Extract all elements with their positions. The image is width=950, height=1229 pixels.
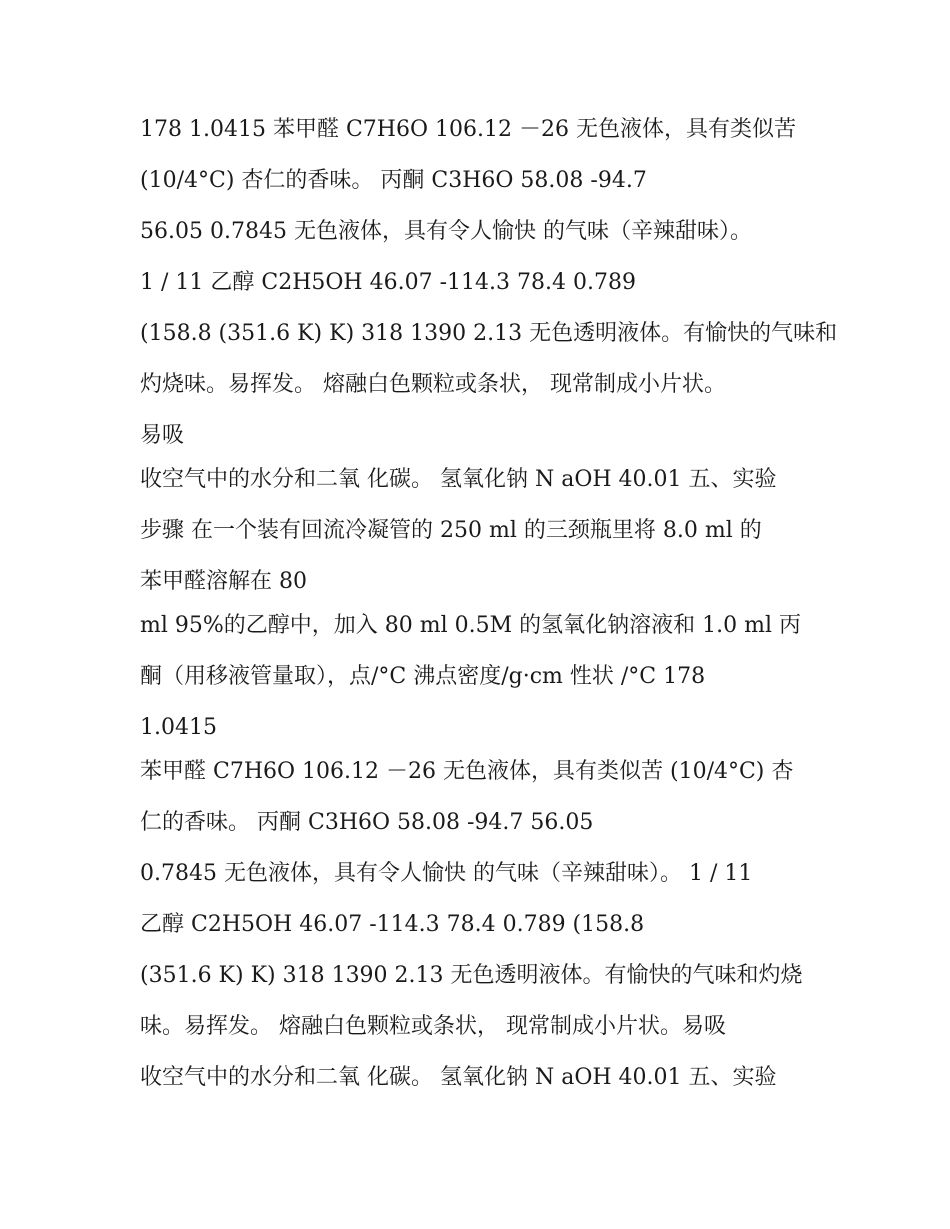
document-body [140,108,838,1107]
text-line-3: 56.05 0.7845 无色液体，具有令人愉快 的气味（辛辣甜味）。 [140,219,752,244]
text-line-14: 苯甲醛 C7H6O 106.12 －26 无色液体，具有类似苦 (10/4°C) 杏 [140,759,794,784]
text-line-1: 178 1.0415 苯甲醛 C7H6O 106.12 －26 无色液体，具有类似苦 [140,117,796,142]
text-line-6: 灼烧味。易挥发。 熔融白色颗粒或条状， 现常制成小片状。 [140,372,726,397]
text-line-20: 收空气中的水分和二氧 化碳。 氢氧化钠 N aOH 40.01 五、实验 [140,1065,777,1090]
text-line-7: 易吸 [140,423,185,448]
text-line-19: 味。易挥发。 熔融白色颗粒或条状， 现常制成小片状。易吸 [140,1014,726,1039]
text-line-15: 仁的香味。 丙酮 C3H6O 58.08 -94.7 56.05 [140,810,594,835]
text-line-18: (351.6 K) K) 318 1390 2.13 无色透明液体。有愉快的气味和灼烧 [140,963,803,988]
text-line-13: 1.0415 [140,715,217,740]
text-line-16: 0.7845 无色液体，具有令人愉快 的气味（辛辣甜味）。 1 / 11 [140,861,753,886]
text-line-8: 收空气中的水分和二氧 化碳。 氢氧化钠 N aOH 40.01 五、实验 [140,467,777,492]
text-line-9: 步骤 在一个装有回流冷凝管的 250 ml 的三颈瓶里将 8.0 ml 的 [140,518,762,543]
text-line-11: ml 95%的乙醇中，加入 80 ml 0.5M 的氢氧化钠溶液和 1.0 ml 丙 [140,613,802,638]
text-line-2: (10/4°C) 杏仁的香味。 丙酮 C3H6O 58.08 -94.7 [140,168,647,193]
text-line-5: (158.8 (351.6 K) K) 318 1390 2.13 无色透明液体。有愉快的气味和 [140,321,838,346]
text-line-4: 1 / 11 乙醇 C2H5OH 46.07 -114.3 78.4 0.789 [140,270,636,295]
text-line-12: 酮（用移液管量取），点/°C 沸点密度/g·cm 性状 /°C 178 [140,664,706,689]
text-line-10: 苯甲醛溶解在 80 [140,569,307,594]
text-line-17: 乙醇 C2H5OH 46.07 -114.3 78.4 0.789 (158.8 [140,912,645,937]
